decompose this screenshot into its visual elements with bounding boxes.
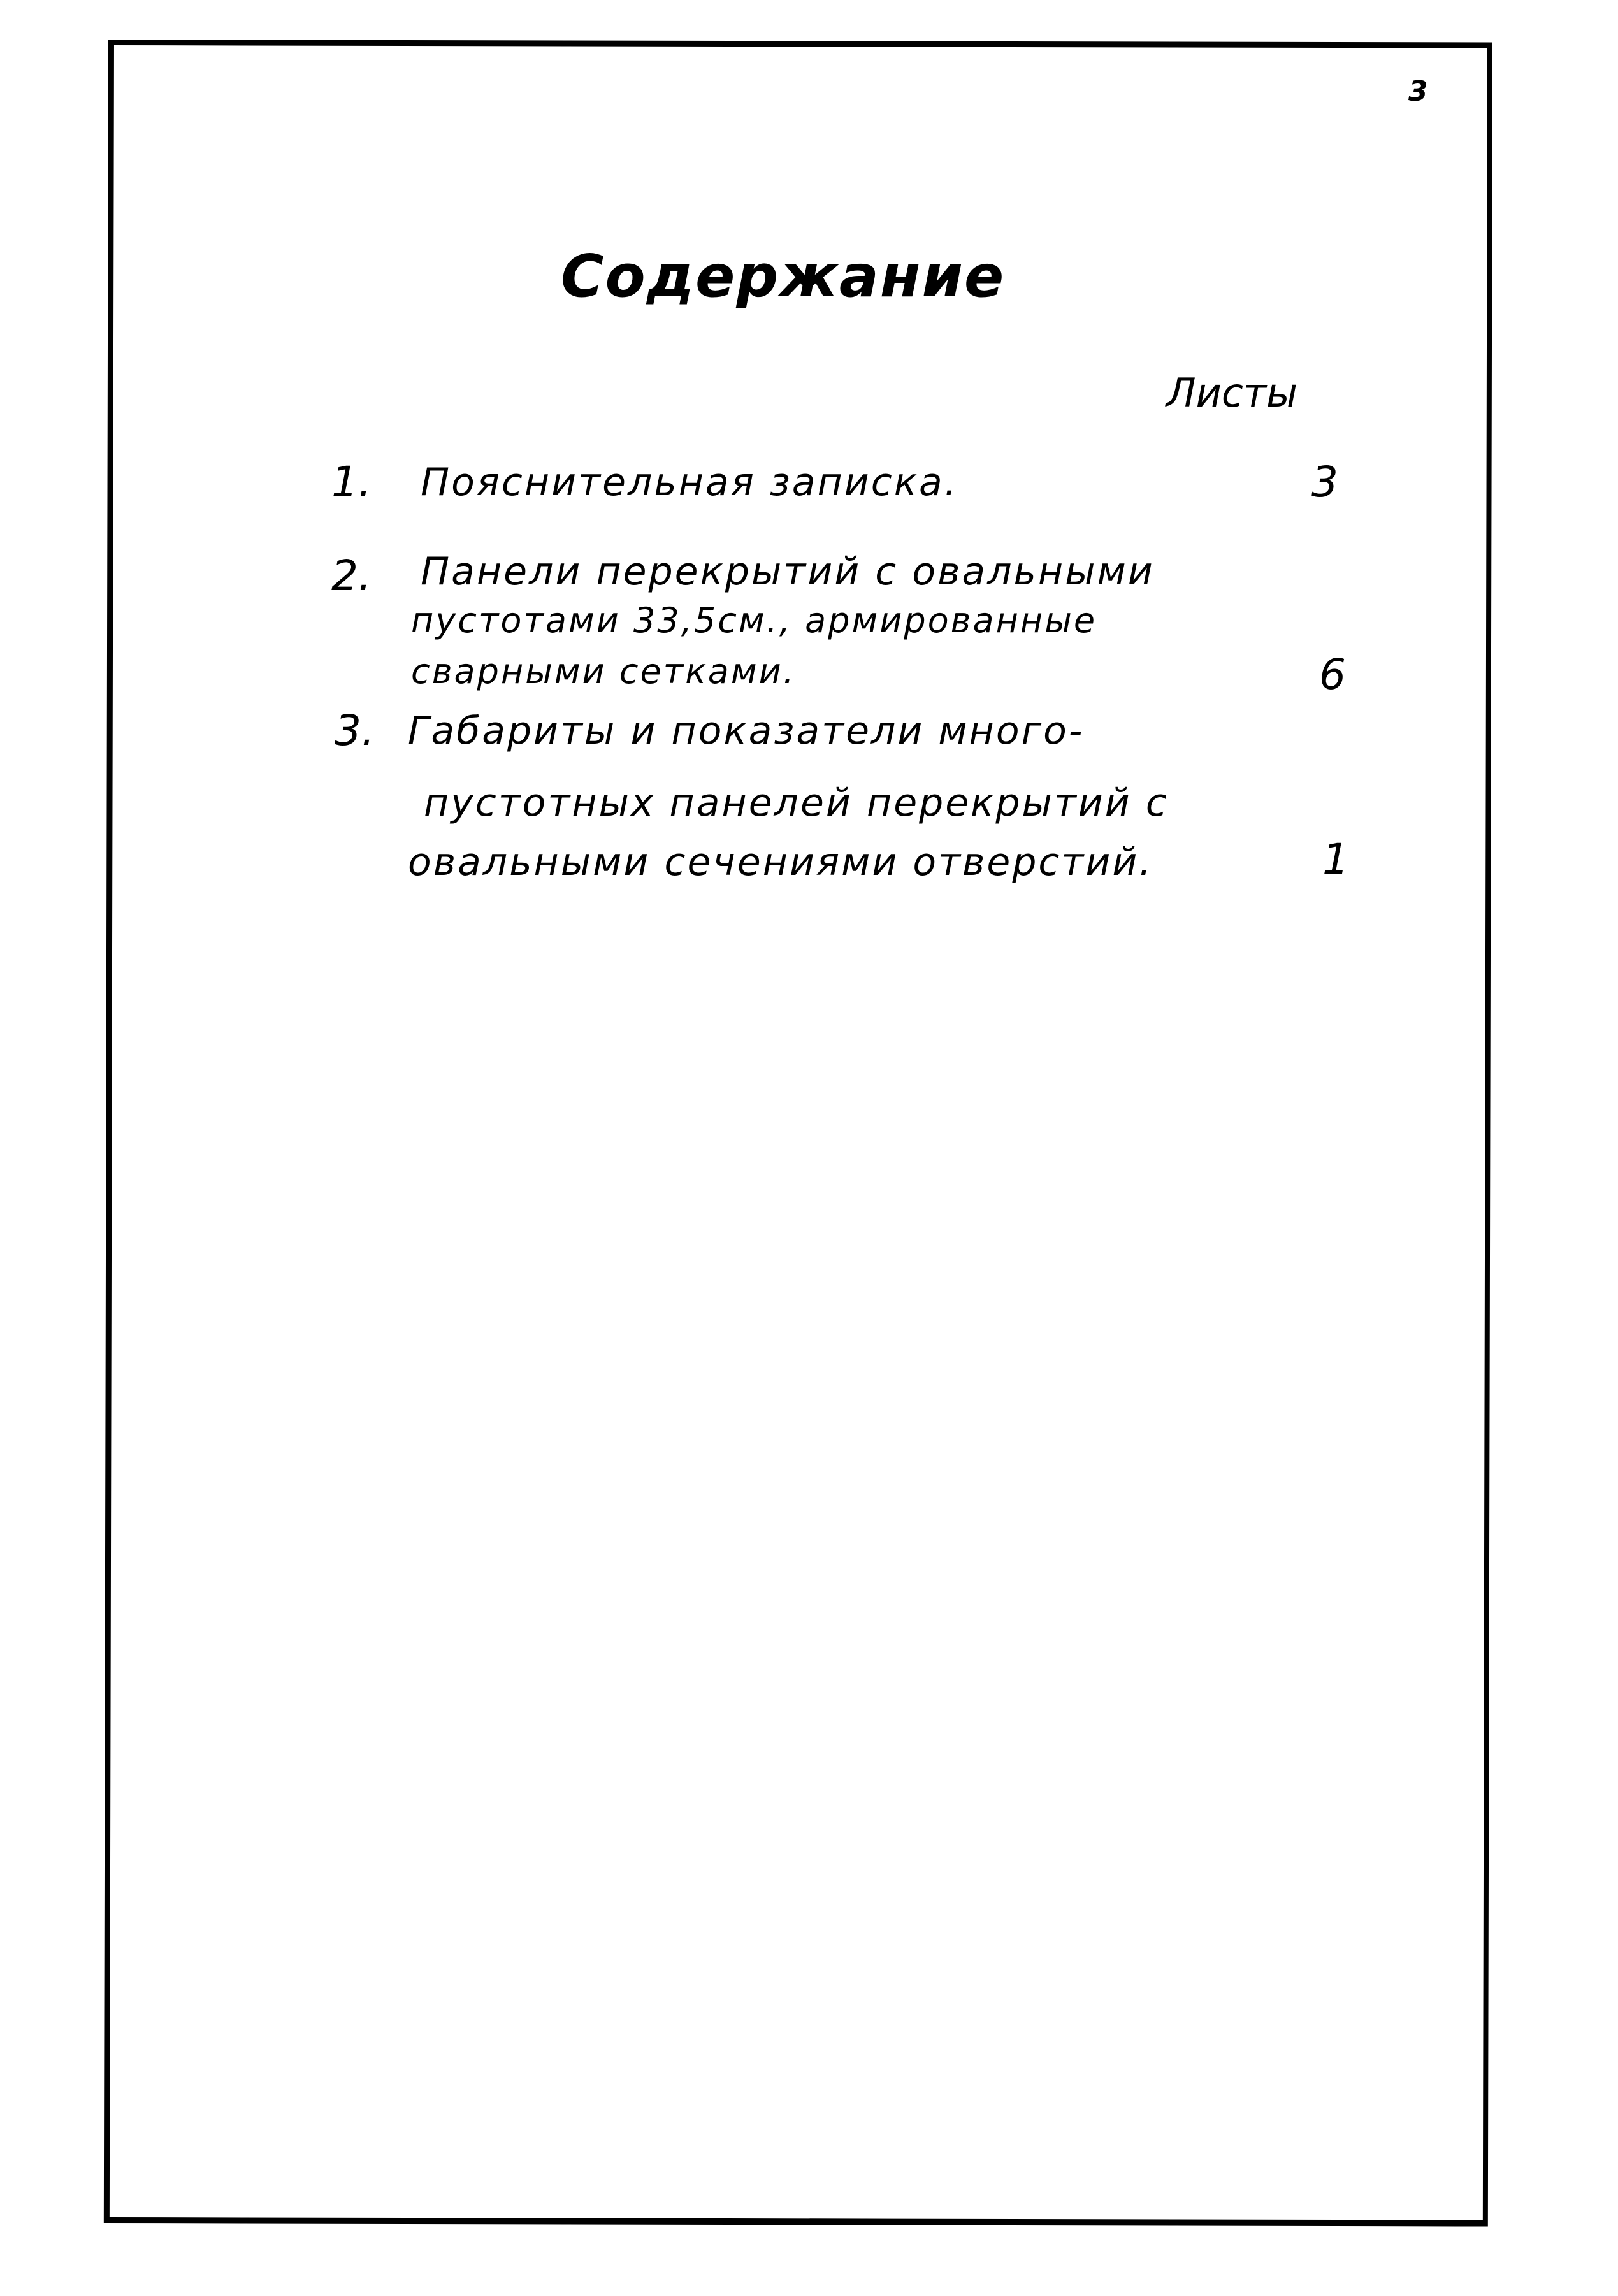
toc-item-number: 3. — [335, 706, 375, 755]
toc-item-sheet: 3 — [1311, 458, 1338, 507]
toc-item-number: 1. — [331, 458, 372, 507]
toc-item-line: пустотами 33,5см., армированные — [411, 600, 1097, 640]
page-title: Содержание — [561, 242, 1006, 310]
toc-item-line: пустотных панелей перекрытий с — [424, 781, 1169, 825]
toc-item-number: 2. — [331, 551, 372, 600]
toc-item-line: сварными сетками. — [411, 651, 796, 691]
toc-item-sheet: 6 — [1319, 650, 1346, 699]
toc-item-line: Панели перекрытий с овальными — [421, 549, 1155, 594]
toc-item-sheet: 1 — [1322, 835, 1349, 884]
toc-item-line: Пояснительная записка. — [421, 460, 958, 505]
toc-item-line: овальными сечениями отверстий. — [408, 840, 1153, 884]
page-number: 3 — [1408, 75, 1428, 108]
sheet-frame-border — [104, 40, 1492, 2227]
sheets-column-header: Листы — [1166, 370, 1298, 416]
toc-item-line: Габариты и показатели много- — [408, 709, 1085, 753]
